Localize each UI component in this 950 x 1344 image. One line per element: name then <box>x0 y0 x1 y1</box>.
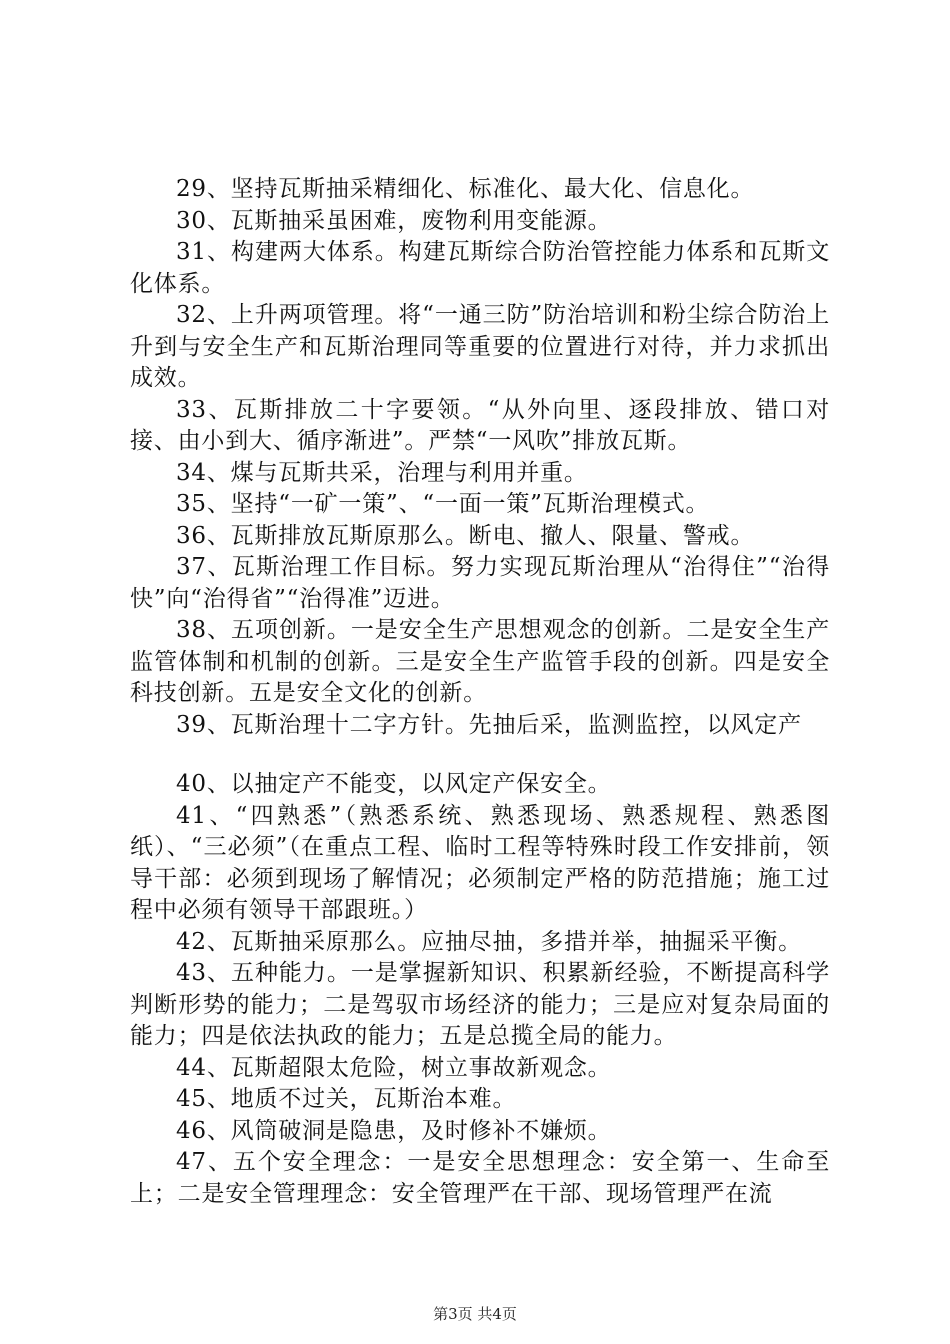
paragraph-34: 34、煤与瓦斯共采，治理与利用并重。 <box>176 459 588 486</box>
paragraph-43: 43、五种能力。一是掌握新知识、积累新经验，不断提高科学判断形势的能力；二是驾驭市场经济的能力；三是应对复杂局面的能力；四是依法执政的能力；五是总揽全局的能力。 <box>130 960 830 1049</box>
paragraph-36: 36、瓦斯排放瓦斯原那么。断电、撤人、限量、警戒。 <box>176 522 755 549</box>
page-footer: 第3页 共4页 <box>433 1305 517 1323</box>
paragraph-37: 37、瓦斯治理工作目标。努力实现瓦斯治理从“治得住”“治得快”向“治得省”“治得准”迈进。 <box>130 554 830 612</box>
paragraph-35: 35、坚持“一矿一策”、“一面一策”瓦斯治理模式。 <box>176 491 710 517</box>
paragraph-29: 29、坚持瓦斯抽采精细化、标准化、最大化、信息化。 <box>176 176 755 202</box>
paragraph-42: 42、瓦斯抽采原那么。应抽尽抽，多措并举，抽掘采平衡。 <box>176 928 802 955</box>
paragraph-31: 31、构建两大体系。构建瓦斯综合防治管控能力体系和瓦斯文化体系。 <box>130 239 830 297</box>
paragraph-32: 32、上升两项管理。将“一通三防”防治培训和粉尘综合防治上升到与安全生产和瓦斯治理同等重要的位置进行对待，并力求抓出成效。 <box>130 302 830 391</box>
paragraph-46: 46、风筒破洞是隐患，及时修补不嫌烦。 <box>176 1117 612 1144</box>
paragraph-41: 41、“四熟悉”（熟悉系统、熟悉现场、熟悉规程、熟悉图纸）、“三必须”（在重点工程、临时工程等特殊时段工作安排前，领导干部：必须到现场了解情况；必须制定严格的防范措施；施工过程中必须有领导干部跟班。） <box>130 802 830 923</box>
paragraph-39: 39、瓦斯治理十二字方针。先抽后采，监测监控，以风定产 <box>176 711 802 738</box>
paragraph-44: 44、瓦斯超限太危险，树立事故新观念。 <box>176 1054 612 1081</box>
paragraph-45: 45、地质不过关，瓦斯治本难。 <box>176 1086 517 1112</box>
document-body <box>130 174 830 1210</box>
paragraph-38: 38、五项创新。一是安全生产思想观念的创新。二是安全生产监管体制和机制的创新。三是安全生产监管手段的创新。四是安全科技创新。五是安全文化的创新。 <box>130 617 830 706</box>
paragraph-33: 33、瓦斯排放二十字要领。“从外向里、逐段排放、错口对接、由小到大、循序渐进”。严禁“一风吹”排放瓦斯。 <box>130 396 830 454</box>
paragraph-gap <box>130 741 830 769</box>
paragraph-30: 30、瓦斯抽采虽困难，废物利用变能源。 <box>176 207 612 234</box>
paragraph-40: 40、以抽定产不能变，以风定产保安全。 <box>176 771 612 797</box>
paragraph-47: 47、五个安全理念：一是安全思想理念：安全第一、生命至上；二是安全管理理念：安全管理严在干部、现场管理严在流 <box>130 1149 830 1207</box>
